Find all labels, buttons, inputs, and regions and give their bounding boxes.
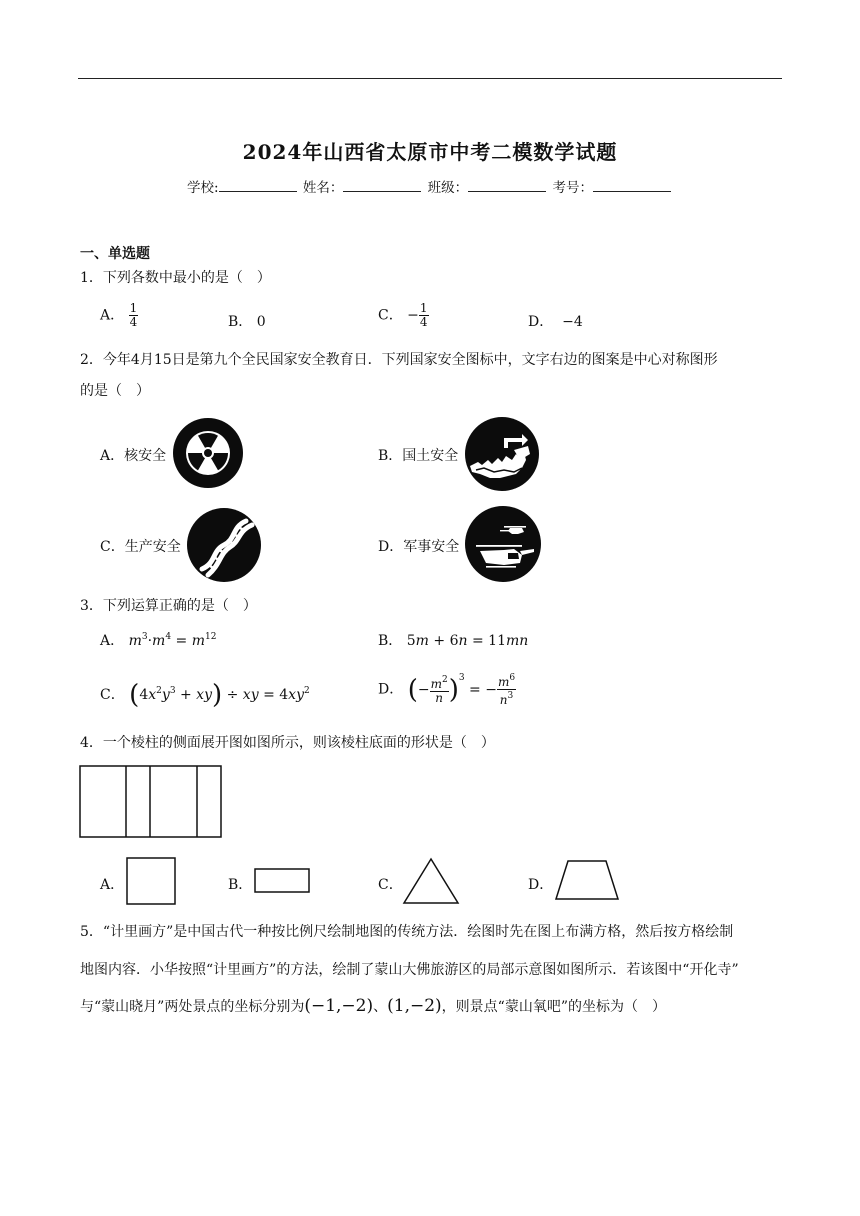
header-rule [78,78,782,79]
section-heading: 一、单选题 [80,246,150,262]
square-shape [126,857,176,905]
q4-option-d: D． [528,877,554,893]
q3-option-d [378,672,516,707]
name-label: 姓名： [302,180,344,196]
fraction [129,302,139,329]
denominator: 4 [129,315,138,329]
military-helicopter-icon [464,505,542,583]
q2-option-c: C．生产安全 [100,539,181,555]
option-label: B． [378,633,403,649]
school-label: 学校: [187,180,219,196]
formula-d: (− $\frac{m^2}{n}$ )$^3$ = − $\frac{m^6}{n^3}$ [407,672,516,707]
q4-option-c: C． [378,877,403,893]
numerator: 1 [419,301,428,315]
q1-option-c [378,302,429,329]
q4-option-a: A． [100,877,125,893]
student-info-line [0,176,860,196]
q3-option-b [378,630,528,650]
numerator: 1 [129,301,138,315]
separator: 、 [373,999,388,1015]
q2-stem-line2: 的是（ ） [80,383,150,399]
option-label: C． [378,307,403,324]
q1-option-a [100,302,138,329]
minus-sign: − [407,307,419,324]
q5-stem-line3 [80,991,785,1022]
land-security-icon [464,416,540,492]
q4-option-b: B． [228,877,253,893]
option-label: D． [528,314,554,330]
q1-option-b [228,311,266,331]
q5-stem-line2: 地图内容．小华按照“计里画方”的方法，绘制了蒙山大佛旅游区的局部示意图如图所示．若该图中“开化寺” [80,962,739,978]
formula-b: 5m + 6n = 11mn [406,633,529,649]
exam-no-label: 考号： [552,180,593,196]
trapezoid-shape [554,859,620,901]
q2-option-a: A．核安全 [100,448,167,464]
dna-helix-icon [186,507,262,583]
formula-a: $m^3\cdot m^4 = m^{12}$ [128,632,217,649]
nuclear-radiation-icon [172,417,244,489]
school-blank[interactable] [219,179,297,192]
exam-no-blank[interactable] [593,179,671,192]
option-label: C． [100,687,125,703]
page-title: 2024年山西省太原市中考二模数学试题 [242,140,618,164]
q5-text-b: ，则景点“蒙山氧吧”的坐标为（ ） [441,999,666,1015]
option-label: D． [378,681,404,698]
q2-option-d: D．军事安全 [378,539,460,555]
fraction [419,302,429,329]
coordinate-mengshan-moon: (1,−2) [387,996,442,1016]
option-value: 0 [256,314,266,330]
formula-c: $(4x^2y^3 + xy)$ ÷ xy = $4xy^2$ [129,680,310,710]
q5-text-a: 与“蒙山晓月”两处景点的坐标分别为 [80,999,305,1015]
q4-stem: 4．一个棱柱的侧面展开图如图所示，则该棱柱底面的形状是（ ） [80,735,495,751]
option-label: A． [100,633,125,649]
triangle-shape [402,857,460,905]
q2-option-b: B．国土安全 [378,448,459,464]
q1-stem: 1．下列各数中最小的是（ ） [80,270,271,286]
q3-stem: 3．下列运算正确的是（ ） [80,598,257,614]
option-label: B． [228,314,253,330]
option-value: −4 [562,314,583,330]
class-label: 班级： [427,180,469,196]
q5-stem-line1: 5．“计里画方”是中国古代一种按比例尺绘制地图的传统方法．绘图时先在图上布满方格，然后按方格绘制 [80,924,734,940]
q1-option-d [528,311,583,331]
coordinate-kaihua-temple: (−1,−2) [304,996,374,1016]
q3-option-c [100,680,310,710]
denominator: 4 [419,315,428,329]
rectangle-shape [254,868,310,894]
class-blank[interactable] [468,179,546,192]
prism-net-figure [79,765,223,839]
name-blank[interactable] [343,179,421,192]
q3-option-a [100,630,216,650]
q2-stem-line1: 2．今年4月15日是第九个全民国家安全教育日．下列国家安全图标中，文字右边的图案是中心对称图形 [80,352,718,368]
option-label: A． [100,307,125,324]
